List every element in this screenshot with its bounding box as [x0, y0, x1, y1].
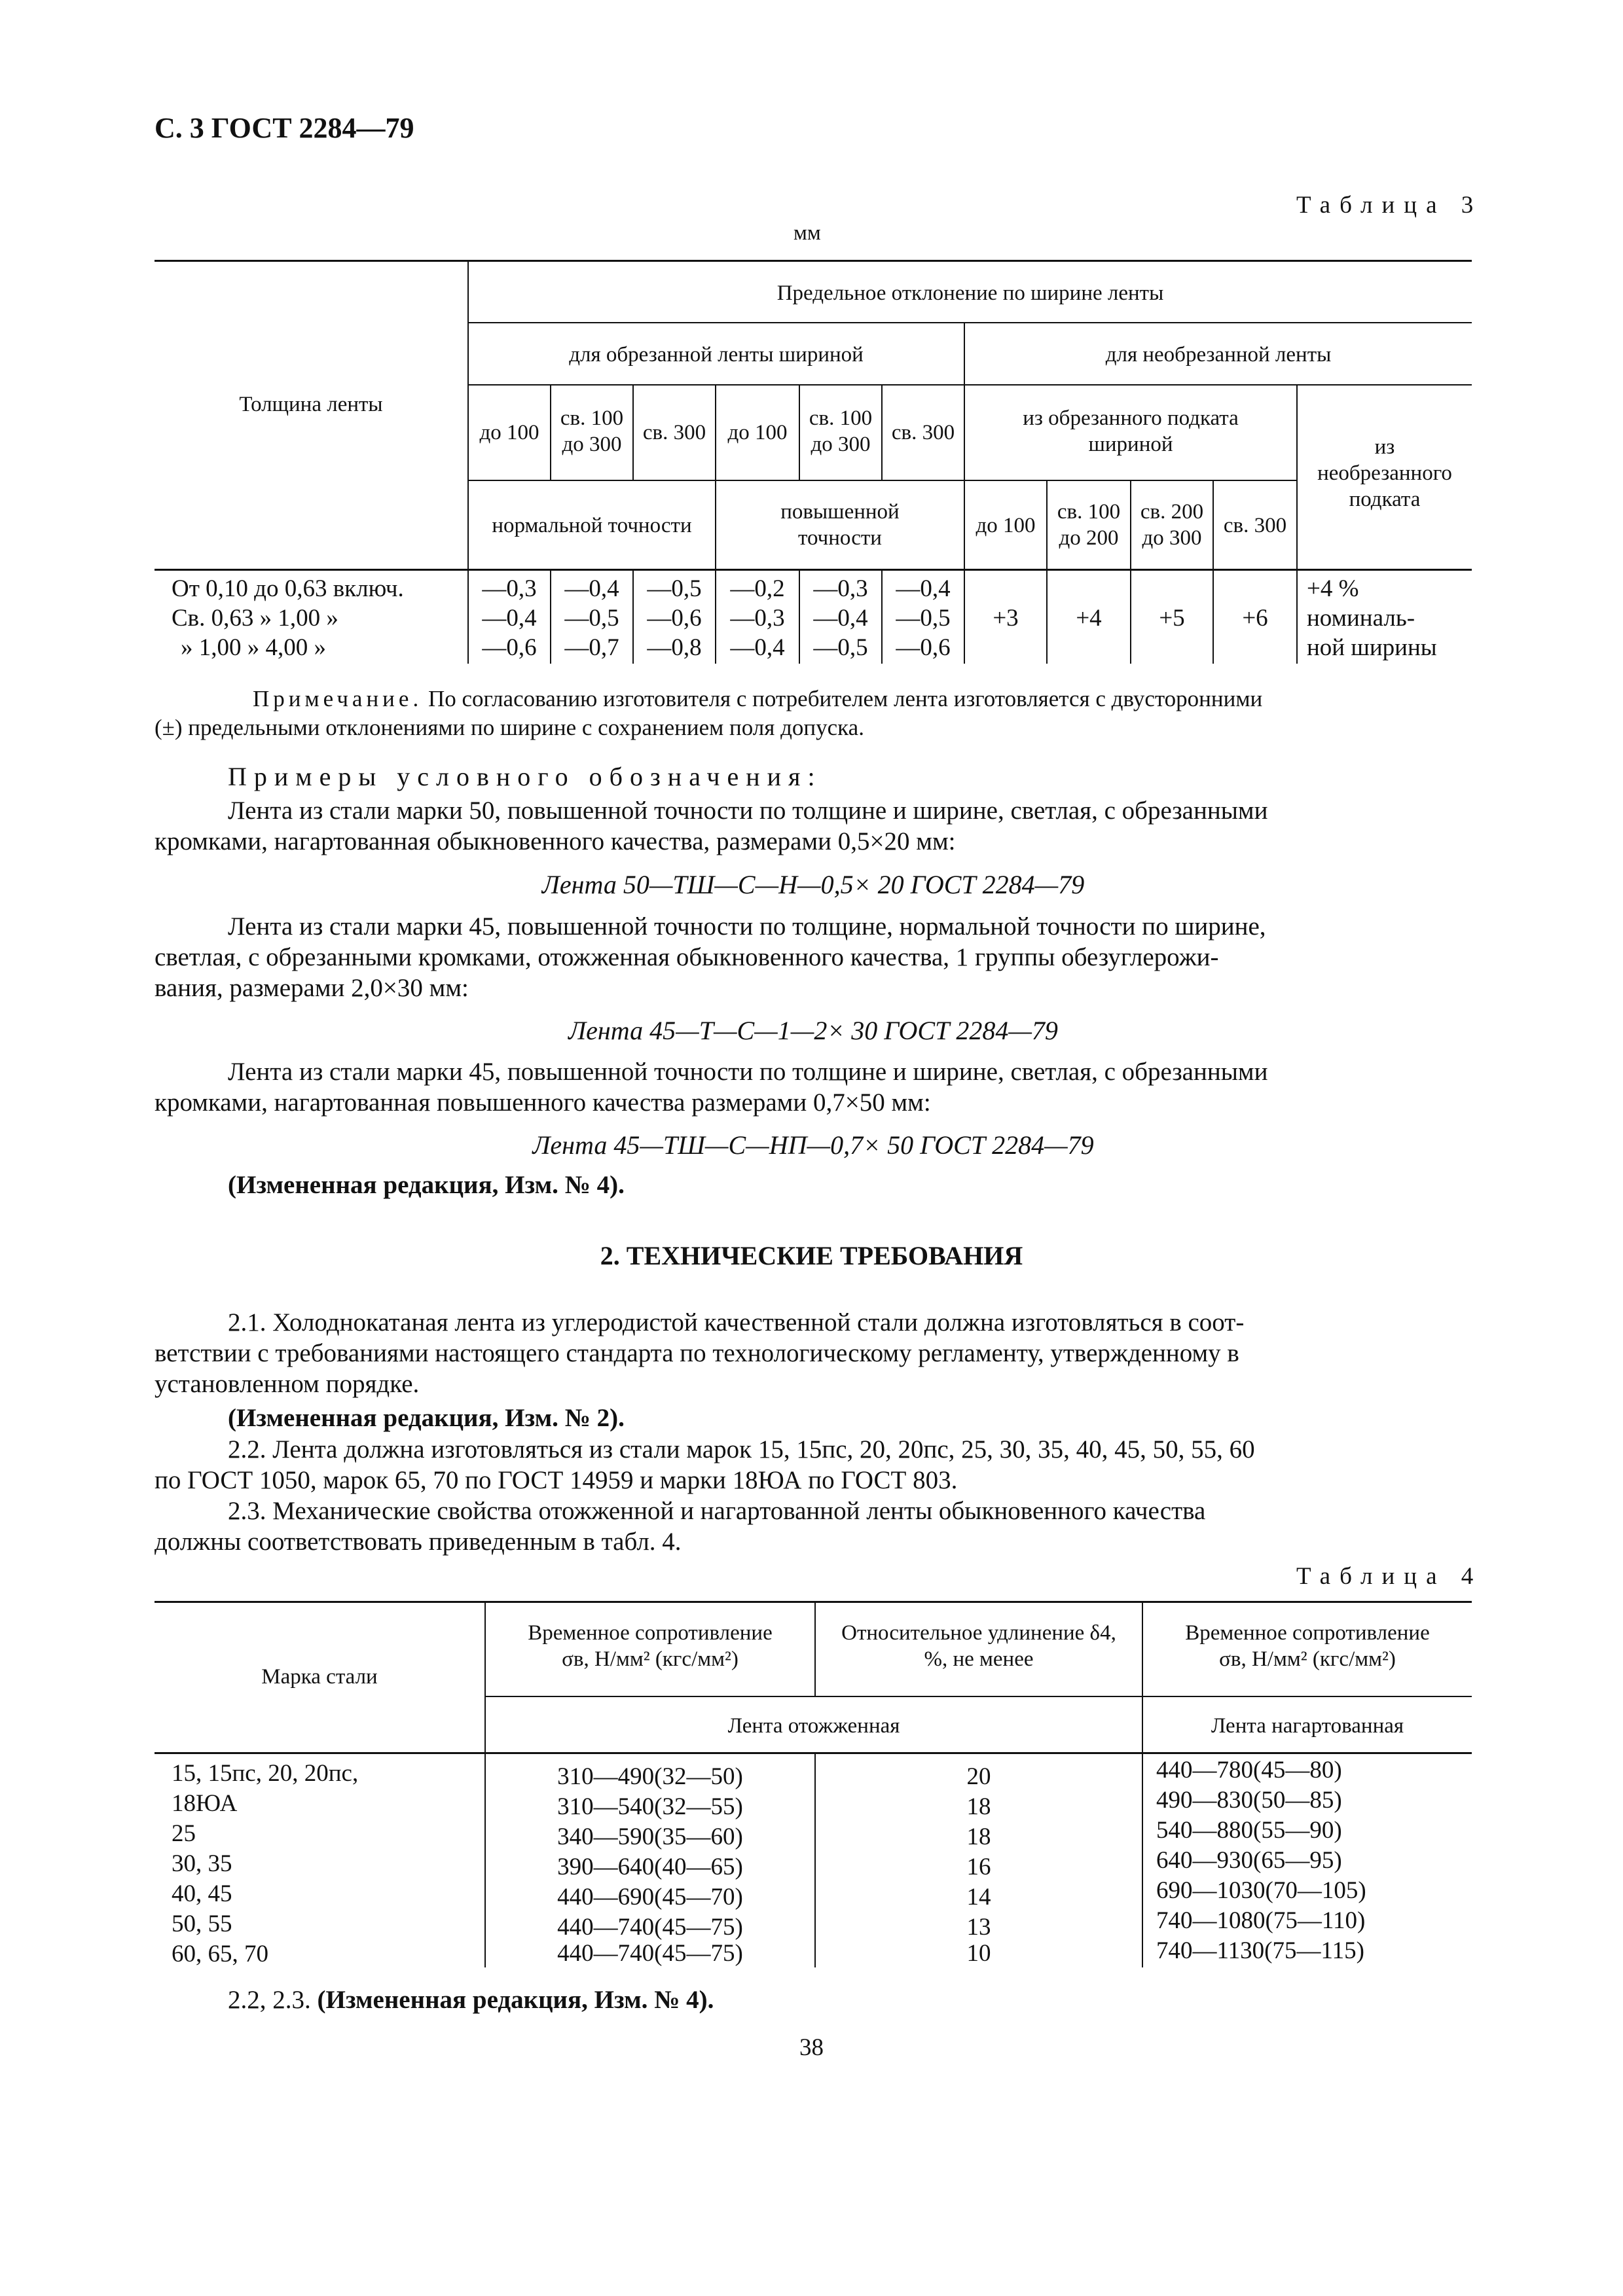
example-1-text: Лента из стали марки 50, повышенной точности по толщине и ширине, светлая, с обрезанными кромками, нагартованная обыкновенного качества, размерами 0,5×20 мм: — [155, 797, 1268, 855]
t3-cell: —0,5 — [564, 605, 619, 632]
note-line-1: Примечание. По согласованию изготовителя с потребителем лента изготовляется с двусторонними — [253, 686, 1263, 711]
amendment-note-2: (Измененная редакция, Изм. № 2). — [228, 1404, 625, 1432]
t4-grade: 25 — [172, 1820, 196, 1847]
t4-tensile: 390—640(40—65) — [557, 1854, 743, 1880]
t4-tensile: 310—540(32—55) — [557, 1793, 743, 1820]
t3-cell: —0,6 — [482, 634, 537, 661]
t3-h-over200: св. 200 до 300 — [1140, 500, 1204, 550]
t4-h-grade: Марка стали — [261, 1665, 378, 1689]
t4-hardened: 540—880(55—90) — [1156, 1817, 1342, 1844]
t4-elongation: 18 — [966, 1793, 991, 1820]
t3-cell: —0,6 — [647, 605, 702, 632]
t4-tensile: 440—740(45—75) — [557, 1940, 743, 1967]
t3-h-upto100-a: до 100 — [479, 421, 539, 444]
t4-elongation: 16 — [966, 1854, 991, 1880]
t4-grade: 60, 65, 70 — [172, 1941, 268, 1967]
t4-grade: 50, 55 — [172, 1910, 232, 1937]
t3-row3-thickness: » 1,00 » 4,00 » — [181, 634, 326, 661]
t4-grade: 40, 45 — [172, 1880, 232, 1907]
example-3-text: Лента из стали марки 45, повышенной точности по толщине и ширине, светлая, с обрезанными кромками, нагартованная повышенного качества размерами 0,7×50 мм: — [155, 1058, 1268, 1117]
t3-h-normal: нормальной точности — [492, 514, 692, 537]
t4-elongation: 10 — [966, 1940, 991, 1967]
note-line-2: (±) предельными отклонениями по ширине с сохранением поля допуска. — [155, 715, 864, 740]
t3-h-over100-200: св. 100 до 200 — [1057, 500, 1121, 550]
t3-h-over300-a: св. 300 — [642, 421, 706, 444]
t3-h-over100-a: св. 100 до 300 — [560, 406, 624, 456]
t4-grade: 15, 15пс, 20, 20пс, — [172, 1760, 359, 1787]
t3-cell: —0,5 — [647, 575, 702, 602]
example-1-designation: Лента 50—ТШ—С—Н—0,5× 20 ГОСТ 2284—79 — [541, 870, 1085, 899]
example-2-text: Лента из стали марки 45, повышенной точности по толщине, нормальной точности по ширине, светлая, с обрезанными кромками, отожженная обыкновенного качества, 1 группы обезуглерожи- вания, размерами 2,0×30 мм: — [155, 912, 1266, 1002]
page-header: С. 3 ГОСТ 2284—79 — [155, 112, 414, 144]
t4-elongation: 18 — [966, 1823, 991, 1850]
table4-label: Таблица 4 — [1296, 1563, 1483, 1590]
table3-unit: мм — [793, 221, 821, 245]
t4-elongation: 20 — [966, 1763, 991, 1790]
t4-h-annealed: Лента отожженная — [727, 1714, 900, 1738]
t3-cell: —0,5 — [813, 634, 868, 661]
t4-hardened: 740—1080(75—110) — [1156, 1907, 1366, 1934]
t3-untrimmed-last: +4 % номиналь- ной ширины — [1307, 575, 1437, 661]
t3-h-from-trimmed: из обрезанного подката шириной — [1023, 406, 1239, 456]
amendment-note-4b: 2.2, 2.3. (Измененная редакция, Изм. № 4). — [228, 1986, 714, 2014]
t4-tensile: 340—590(35—60) — [557, 1823, 743, 1850]
t4-h-tensile: Временное сопротивление σв, Н/мм² (кгс/мм²) — [528, 1621, 773, 1671]
t4-h-elongation: Относительное удлинение δ4, %, не менее — [841, 1621, 1116, 1671]
t4-tensile: 310—490(32—50) — [557, 1763, 743, 1790]
t4-hardened: 690—1030(70—105) — [1156, 1877, 1366, 1904]
t3-row2-thickness: Св. 0,63 » 1,00 » — [172, 605, 338, 632]
t3-cell: —0,2 — [730, 575, 785, 602]
t3-cell: —0,3 — [482, 575, 537, 602]
t3-h-over300-c: св. 300 — [1223, 514, 1287, 537]
t3-h-from-untrimmed: из необрезанного подката — [1317, 435, 1452, 511]
t3-cell: —0,5 — [896, 605, 951, 632]
t4-grade: 30, 35 — [172, 1850, 232, 1877]
t3-cell: —0,4 — [896, 575, 951, 602]
t3-cell: —0,8 — [647, 634, 702, 661]
table3-label: Таблица 3 — [1296, 192, 1483, 219]
t3-h-deviation: Предельное отклонение по ширине ленты — [776, 281, 1164, 305]
t3-h-upto100-c: до 100 — [976, 514, 1036, 537]
paragraph-2-3: 2.3. Механические свойства отожженной и нагартованной ленты обыкновенного качества должны соответствовать приведенным в табл. 4. — [155, 1497, 1206, 1556]
t3-h-upto100-b: до 100 — [727, 421, 788, 444]
paragraph-2-2: 2.2. Лента должна изготовляться из стали марок 15, 15пс, 20, 20пс, 25, 30, 35, 40, 45, 50, 55, 60 по ГОСТ 1050, марок 65, 70 по ГОСТ 14959 и марки 18ЮА по ГОСТ 803. — [155, 1435, 1255, 1494]
t3-h-increased: повышенной точности — [780, 500, 900, 550]
t4-elongation: 14 — [966, 1884, 991, 1910]
t4-hardened: 740—1130(75—115) — [1156, 1937, 1364, 1964]
t4-tensile: 440—740(45—75) — [557, 1914, 743, 1941]
t4-hardened: 490—830(50—85) — [1156, 1787, 1342, 1814]
t3-h-over300-b: св. 300 — [891, 421, 955, 444]
t3-cell: —0,4 — [813, 605, 868, 632]
t4-h-hardened: Лента нагартованная — [1211, 1714, 1404, 1738]
t4-h-tensile-2: Временное сопротивление σв, Н/мм² (кгс/мм²) — [1185, 1621, 1430, 1671]
t3-h-thickness: Толщина ленты — [239, 393, 383, 416]
t3-cell: —0,7 — [564, 634, 619, 661]
examples-title: Примеры условного обозначения: — [228, 762, 822, 791]
t4-hardened: 440—780(45—80) — [1156, 1757, 1342, 1784]
example-2-designation: Лента 45—Т—С—1—2× 30 ГОСТ 2284—79 — [568, 1016, 1058, 1045]
t3-cell: —0,4 — [564, 575, 619, 602]
t3-cell: —0,3 — [730, 605, 785, 632]
t4-elongation: 13 — [966, 1914, 991, 1941]
t3-row1-thickness: От 0,10 до 0,63 включ. — [172, 575, 404, 602]
t3-cell: —0,6 — [896, 634, 951, 661]
page-number: 38 — [799, 2034, 824, 2061]
t3-untrimmed-cell: +6 — [1242, 605, 1268, 632]
amendment-note-4a: (Измененная редакция, Изм. № 4). — [228, 1171, 625, 1199]
t3-cell: —0,4 — [730, 634, 785, 661]
t3-untrimmed-cell: +4 — [1076, 605, 1102, 632]
t4-hardened: 640—930(65—95) — [1156, 1847, 1342, 1874]
paragraph-2-1: 2.1. Холоднокатаная лента из углеродистой качественной стали должна изготовляться в соот- ветствии с требованиями настоящего стандарта по технологическому регламенту, утвержденному в установленном порядке. — [155, 1308, 1245, 1398]
section-2-title: 2. ТЕХНИЧЕСКИЕ ТРЕБОВАНИЯ — [600, 1241, 1023, 1270]
t3-cell: —0,3 — [813, 575, 868, 602]
t3-untrimmed-cell: +3 — [993, 605, 1019, 632]
t3-h-trimmed: для обрезанной ленты шириной — [569, 343, 864, 367]
t4-grade: 18ЮА — [172, 1790, 238, 1817]
t3-h-untrimmed: для необрезанной ленты — [1105, 343, 1332, 367]
t3-untrimmed-cell: +5 — [1159, 605, 1185, 632]
t3-cell: —0,4 — [482, 605, 537, 632]
example-3-designation: Лента 45—ТШ—С—НП—0,7× 50 ГОСТ 2284—79 — [532, 1130, 1094, 1160]
t4-tensile: 440—690(45—70) — [557, 1884, 743, 1910]
t3-h-over100-b: св. 100 до 300 — [809, 406, 873, 456]
